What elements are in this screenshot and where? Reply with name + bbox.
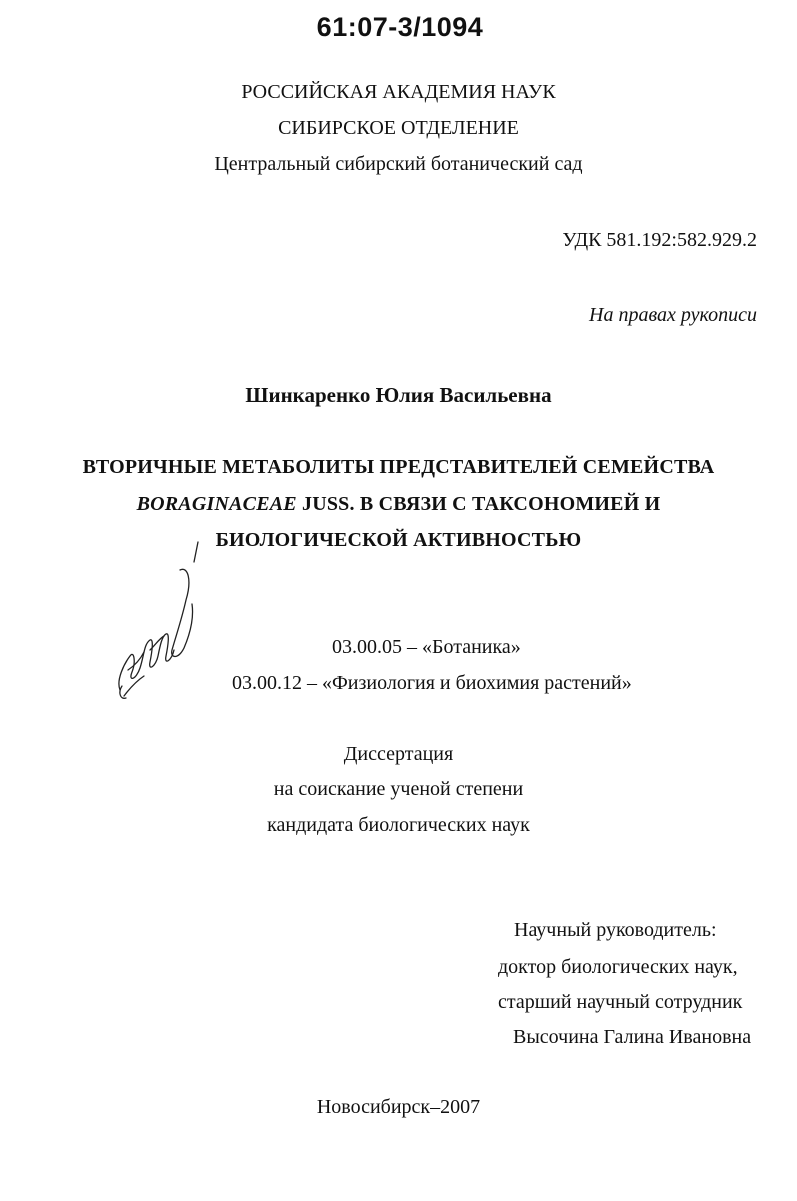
degree-type: Диссертация	[343, 743, 454, 765]
title-line-1: ВТОРИЧНЫЕ МЕТАБОЛИТЫ ПРЕДСТАВИТЕЛЕЙ СЕМЕЙСТВА	[82, 456, 715, 478]
advisor-name: Высочина Галина Ивановна	[513, 1026, 752, 1048]
city-year: Новосибирск–2007	[316, 1096, 481, 1118]
garden-name: Центральный сибирский ботанический сад	[214, 153, 583, 175]
advisor-position: старший научный сотрудник	[498, 991, 743, 1013]
advisor-degree: доктор биологических наук,	[498, 956, 738, 978]
title-line-3: БИОЛОГИЧЕСКОЙ АКТИВНОСТЬЮ	[215, 529, 582, 551]
udk-code: УДК 581.192:582.929.2	[562, 229, 757, 251]
rights-note: На правах рукописи	[589, 304, 757, 326]
handwritten-signature-icon	[110, 540, 220, 710]
advisor-label: Научный руководитель:	[514, 919, 717, 941]
specialty-physiology: 03.00.12 – «Физиология и биохимия растений»	[232, 672, 632, 694]
author-name: Шинкаренко Юлия Васильевна	[245, 383, 552, 407]
registry-code: 61:07-3/1094	[316, 12, 484, 42]
taxon-name: BORAGINACEAE	[136, 493, 297, 515]
branch-name: СИБИРСКОЕ ОТДЕЛЕНИЕ	[278, 117, 519, 139]
degree-field: кандидата биологических наук	[267, 814, 530, 836]
degree-purpose: на соискание ученой степени	[273, 778, 524, 800]
academy-name: РОССИЙСКАЯ АКАДЕМИЯ НАУК	[241, 81, 556, 103]
title-line-2	[0, 493, 797, 516]
title-line-2-rest: JUSS. В СВЯЗИ С ТАКСОНОМИЕЙ И	[296, 493, 661, 515]
specialty-botany: 03.00.05 – «Ботаника»	[332, 636, 521, 658]
